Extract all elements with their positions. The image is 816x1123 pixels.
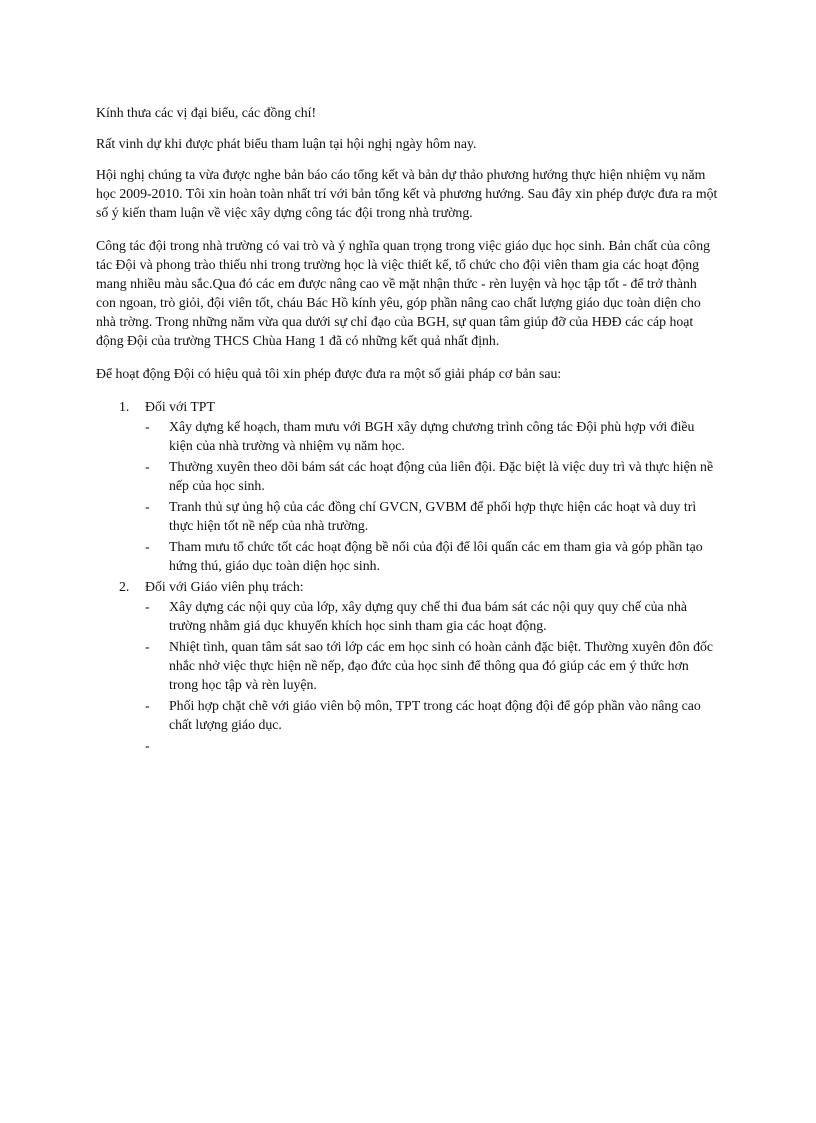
dash-bullet: - (145, 738, 150, 753)
sub-list-text: Xây dựng kế hoạch, tham mưu với BGH xây dựng chương trình công tác Đội phù hợp với điều kiện của nhà trường và nhiệm vụ năm học. (169, 419, 695, 453)
opening-line: Rất vinh dự khi được phát biểu tham luận tại hội nghị ngày hôm nay. (96, 136, 477, 151)
sub-list-item (145, 597, 720, 635)
sub-list-item (145, 637, 720, 694)
document-body (96, 103, 720, 757)
list-number: 2. (119, 579, 130, 594)
list-item (96, 577, 720, 755)
dash-bullet: - (145, 459, 150, 474)
list-item (96, 397, 720, 575)
sub-list (145, 417, 720, 575)
sub-list-text: Phối hợp chặt chẽ với giáo viên bộ môn, TPT trong các hoạt động đội để góp phần vào nâng cao chất lượng giáo dục. (169, 698, 701, 732)
sub-list-item (145, 696, 720, 734)
sub-list-text: Thường xuyên theo dõi bám sát các hoạt động của liên đội. Đặc biệt là việc duy trì và thực hiện nề nếp của học sinh. (169, 459, 714, 493)
solutions-list (96, 397, 720, 755)
paragraph-solutions-intro: Để hoạt động Đội có hiệu quả tôi xin phép được đưa ra một số giải pháp cơ bản sau: (96, 366, 562, 381)
sub-list-item (145, 537, 720, 575)
sub-list-item (145, 497, 720, 535)
dash-bullet: - (145, 698, 150, 713)
dash-bullet: - (145, 639, 150, 654)
sub-list-text: Tham mưu tổ chức tốt các hoạt động bề nổi của đội để lôi quấn các em tham gia và góp phần tạo hứng thú, giáo dục toàn diện học sinh. (169, 539, 703, 573)
dash-bullet: - (145, 419, 150, 434)
sub-list-item-empty (145, 736, 720, 755)
sub-list-text: Tranh thủ sự ủng hộ của các đồng chí GVCN, GVBM để phối hợp thực hiện các hoạt và duy trì thực hiện tốt nề nếp của nhà trường. (169, 499, 697, 533)
greeting: Kính thưa các vị đại biểu, các đồng chí! (96, 105, 317, 120)
sub-list-item (145, 417, 720, 455)
paragraph-role-of-team-work: Công tác đội trong nhà trường có vai trò và ý nghĩa quan trọng trong việc giáo dục học sinh. Bản chất của công tác Đội và phong trào thiếu nhi trong trường học là việc thiết kế, tổ chức cho đội viên tham gia các hoạt động mang nhiều màu sắc.Qua đó các em được nâng cao về mặt nhận thức - rèn luyện và học tập tốt - để trở thành con ngoan, trò giỏi, đội viên tốt, cháu Bác Hồ kính yêu, góp phần nâng cao chất lượng giáo dục toàn diện cho nhà trờng. Trong những năm vừa qua dưới sự chỉ đạo của BGH, sự quan tâm giúp đỡ của HĐĐ các cáp hoạt động Đội của trường THCS Chùa Hang 1 đã có những kết quả nhất định. (96, 238, 711, 348)
list-title: Đối với TPT (145, 399, 215, 414)
dash-bullet: - (145, 599, 150, 614)
sub-list (145, 597, 720, 755)
list-title: Đối với Giáo viên phụ trách: (145, 579, 304, 594)
paragraph-agreement: Hội nghị chúng ta vừa được nghe bản báo cáo tổng kết và bản dự thảo phương hướng thực hiện nhiệm vụ năm học 2009-2010. Tôi xin hoàn toàn nhất trí với bản tổng kết và phương hướng. Sau đây xin phép được đưa ra một số ý kiến tham luận về việc xây dựng công tác đội trong nhà trường. (96, 167, 718, 220)
sub-list-text: Nhiệt tình, quan tâm sát sao tới lớp các em học sinh có hoàn cảnh đặc biệt. Thường xuyên đôn đốc nhắc nhở việc thực hiện nề nếp, đạo đức của học sinh để thông qua đó giúp các em ý thức hơn trong học tập và rèn luyện. (169, 639, 714, 692)
sub-list-text: Xây dựng các nội quy của lớp, xây dựng quy chế thi đua bám sát các nội quy quy chế của nhà trường nhằm giá dục khuyến khích học sinh tham gia các hoạt động. (169, 599, 688, 633)
list-number: 1. (119, 399, 130, 414)
sub-list-item (145, 457, 720, 495)
dash-bullet: - (145, 539, 150, 554)
dash-bullet: - (145, 499, 150, 514)
